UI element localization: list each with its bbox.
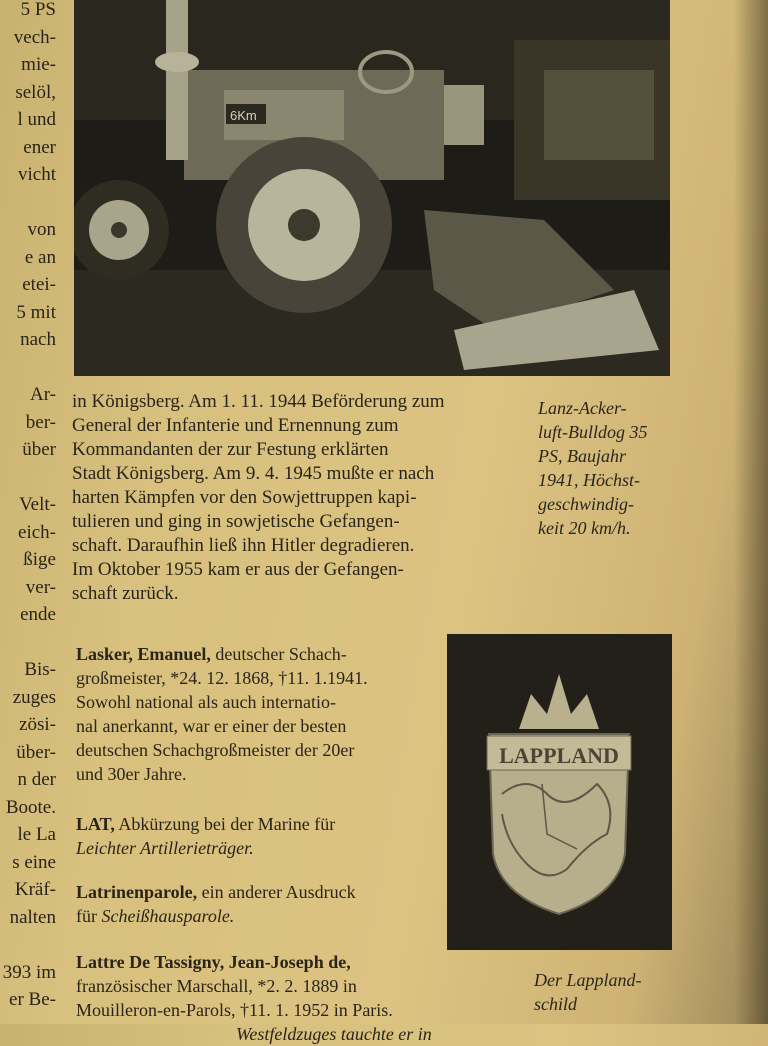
- left-edge-fragment: 393 im: [2, 961, 56, 983]
- page-gutter-shadow: [734, 0, 768, 1024]
- left-edge-fragment: nalten: [9, 906, 56, 928]
- left-edge-fragment: mie-: [21, 54, 56, 75]
- left-edge-fragment: selöl,: [15, 81, 56, 103]
- left-edge-fragment: über: [22, 439, 56, 460]
- left-edge-fragment: s eine: [12, 851, 56, 873]
- tractor-caption: Lanz-Acker- luft-Bulldog 35 PS, Baujahr 1941, Höchst- geschwindig- keit 20 km/h.: [538, 398, 648, 538]
- left-edge-fragment: zuges: [12, 686, 56, 708]
- left-edge-fragment: ener: [23, 136, 56, 158]
- left-edge-fragment: l und: [17, 109, 56, 130]
- tractor-photo: [74, 0, 670, 376]
- entry-lasker-head: Lasker, Emanuel,: [76, 644, 211, 664]
- left-edge-fragment: über-: [16, 741, 56, 763]
- lappland-shield-photo: [447, 634, 672, 950]
- entry-lat: LAT, Abkürzung bei der Marine für Leichter Artillerieträger.: [76, 814, 336, 858]
- left-edge-fragment: er Be-: [9, 989, 56, 1010]
- left-edge-fragment: vech-: [13, 26, 56, 48]
- left-edge-fragment: etei-: [22, 274, 56, 295]
- left-edge-fragment: vicht: [18, 164, 56, 185]
- left-edge-fragment: n der: [17, 769, 56, 790]
- shield-caption: Der Lappland- schild: [534, 970, 642, 1014]
- left-edge-fragment: ende: [20, 604, 56, 625]
- left-edge-fragment: 5 mit: [16, 301, 56, 323]
- left-edge-fragment: ver-: [25, 576, 56, 598]
- entry-lasker: Lasker, Emanuel, deutscher Schach- großmeister, *24. 12. 1868, †11. 1.1941. Sowohl national als auch internatio- nal anerkannt, war er einer der besten deutschen Schachgroßmeister der 20er und 30er Jahre.: [76, 644, 368, 784]
- entry-latrinenparole-head: Latrinenparole,: [76, 882, 198, 902]
- left-edge-fragment: nach: [20, 329, 56, 350]
- left-edge-fragment: 5 PS: [20, 0, 56, 20]
- left-edge-fragment: Kräf-: [14, 879, 56, 900]
- left-edge-fragment: ßige: [23, 549, 56, 570]
- left-edge-fragment: ber-: [25, 411, 56, 433]
- left-edge-fragment: Velt-: [19, 494, 56, 515]
- left-edge-fragment: le La: [17, 824, 56, 845]
- left-edge-fragment: Bis-: [24, 659, 56, 680]
- left-edge-fragment: zösi-: [19, 714, 56, 735]
- shield-lappland-word: LAPPLAND: [499, 743, 619, 768]
- left-edge-fragment: von: [27, 219, 56, 240]
- entry-lattre: Lattre De Tassigny, Jean-Joseph de, französischer Marschall, *2. 2. 1889 in Mouilleron-en-Parols, †11. 1. 1952 in Paris. Westfeldzuges tauchte er in: [76, 950, 516, 1046]
- entry-lattre-head: Lattre De Tassigny, Jean-Joseph de,: [76, 952, 351, 972]
- distance-sign: 6Km: [230, 108, 257, 123]
- paragraph-koenigsberg: in Königsberg. Am 1. 11. 1944 Beförderung zum General der Infanterie und Ernennung zum Kommandanten der zur Festung erklärten Stadt Königsberg. Am 9. 4. 1945 mußte er nach harten Kämpfen vor den Sowjettruppen kapi- tulieren und ging in sowjetische Gefangen- schaft. Daraufhin ließ ihn Hitler degradieren. Im Oktober 1955 kam er aus der Gefangen- schaft zurück.: [72, 391, 445, 604]
- left-edge-fragment: eich-: [18, 521, 56, 543]
- entry-lat-head: LAT,: [76, 814, 115, 834]
- left-edge-fragment: Ar-: [30, 384, 56, 405]
- left-edge-fragment: Boote.: [5, 796, 56, 818]
- left-page-edge: [0, 0, 58, 1024]
- entry-latrinenparole: Latrinenparole, ein anderer Ausdruck für Scheißhausparole.: [76, 882, 356, 926]
- left-edge-fragment: e an: [24, 246, 56, 268]
